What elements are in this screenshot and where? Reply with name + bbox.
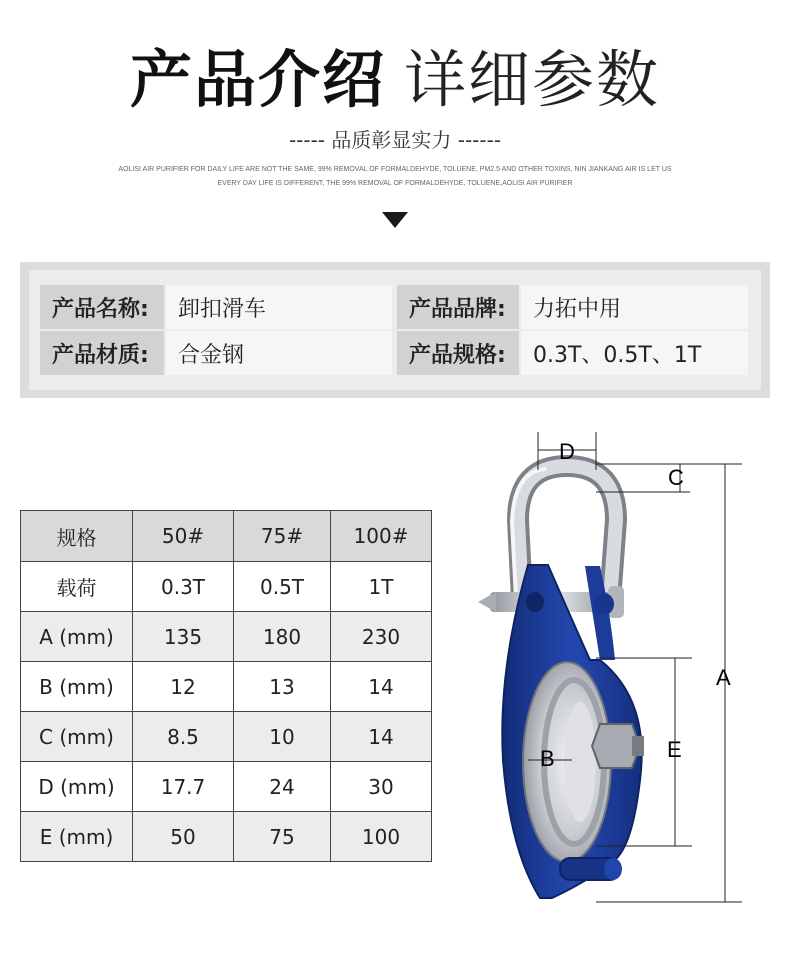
spec-table — [20, 510, 432, 862]
table-cell: 135 — [133, 612, 234, 662]
product-material-label: 产品材质: — [40, 331, 164, 375]
table-cell: 100 — [331, 812, 432, 862]
table-cell: 24 — [234, 762, 331, 812]
subtitle: ----- 品质彰显实力 ------ — [288, 128, 502, 152]
product-brand-value: 力拓中用 — [521, 285, 748, 329]
table-cell: A (mm) — [21, 612, 133, 662]
bottom-rivet-icon — [560, 858, 622, 880]
table-cell: 8.5 — [133, 712, 234, 762]
table-header-cell: 50# — [133, 511, 234, 562]
dimension-label-a: A — [716, 665, 731, 690]
product-name-label: 产品名称: — [40, 285, 164, 329]
dimension-label-b: B — [540, 746, 555, 771]
table-cell: D (mm) — [21, 762, 133, 812]
page-title — [0, 30, 790, 119]
table-cell: B (mm) — [21, 662, 133, 712]
table-header-cell: 75# — [234, 511, 331, 562]
table-row — [21, 662, 432, 712]
dimension-label-d: D — [559, 439, 575, 464]
table-header-cell: 100# — [331, 511, 432, 562]
table-cell: 180 — [234, 612, 331, 662]
product-material-value: 合金钢 — [166, 331, 392, 375]
table-cell: 10 — [234, 712, 331, 762]
table-header-row — [21, 511, 432, 562]
table-cell: 12 — [133, 662, 234, 712]
title-bold: 产品介绍 — [129, 43, 386, 116]
table-cell: 17.7 — [133, 762, 234, 812]
product-name-value: 卸扣滑车 — [166, 285, 392, 329]
table-header-cell: 规格 — [21, 511, 133, 562]
table-cell: 载荷 — [21, 562, 133, 612]
table-cell: 75 — [234, 812, 331, 862]
dimension-label-e: E — [667, 737, 682, 762]
table-cell: C (mm) — [21, 712, 133, 762]
product-spec-label: 产品规格: — [397, 331, 519, 375]
table-row — [21, 562, 432, 612]
product-brand-label: 产品品牌: — [397, 285, 519, 329]
english-tagline-1: AOLISI AIR PURIFIER FOR DAILY LIFE ARE NOT THE SAME, 99% REMOVAL OF FORMALDEHYDE, TOLUENE, PM2.5 AND OTHER TOXINS, NIN JIANKANG AIR IS LET US — [118, 166, 672, 173]
table-cell: 230 — [331, 612, 432, 662]
title-light: 详细参数 — [404, 43, 661, 116]
pulley-diagram — [460, 420, 780, 920]
english-tagline-2: EVERY DAY LIFE IS DIFFERENT, THE 99% REMOVAL OF FORMALDEHYDE, TOLUENE,AOLISI AIR PURIFIER — [217, 180, 573, 187]
table-row — [21, 812, 432, 862]
table-row — [21, 612, 432, 662]
table-cell: 1T — [331, 562, 432, 612]
table-cell: 14 — [331, 712, 432, 762]
table-cell: 14 — [331, 662, 432, 712]
table-cell: 50 — [133, 812, 234, 862]
product-spec-value: 0.3T、0.5T、1T — [521, 331, 748, 375]
table-cell: 13 — [234, 662, 331, 712]
table-cell: 0.3T — [133, 562, 234, 612]
table-row — [21, 712, 432, 762]
down-arrow-icon — [382, 212, 408, 228]
table-cell: 0.5T — [234, 562, 331, 612]
table-row — [21, 762, 432, 812]
table-cell: 30 — [331, 762, 432, 812]
dimension-label-c: C — [668, 465, 684, 490]
table-cell: E (mm) — [21, 812, 133, 862]
